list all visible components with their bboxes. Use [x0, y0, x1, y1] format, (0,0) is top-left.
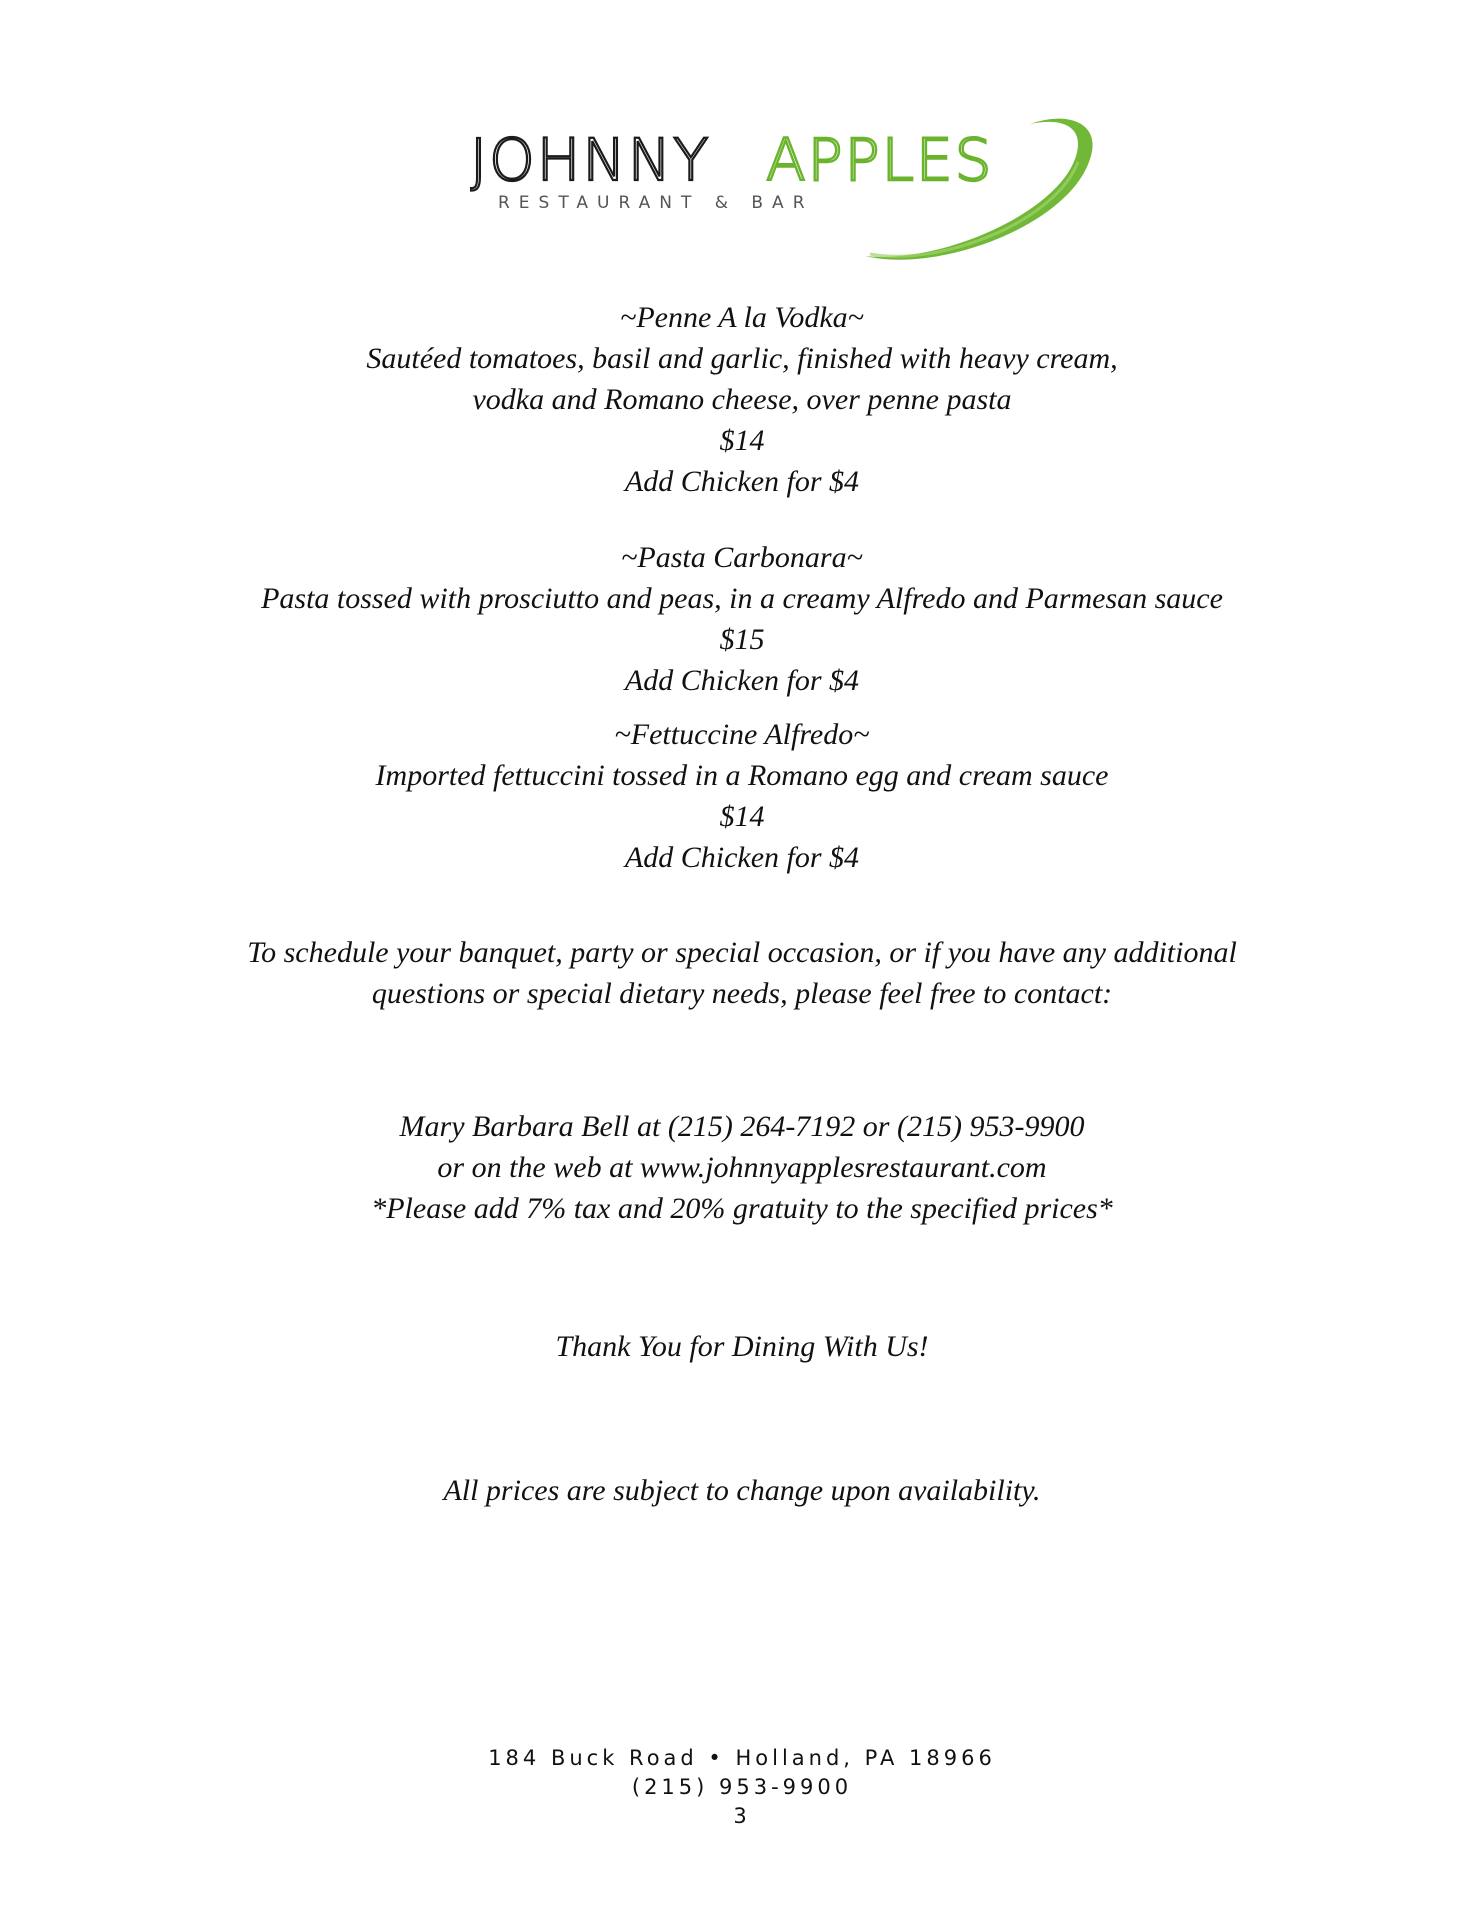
- page-footer: [0, 1744, 1484, 1831]
- restaurant-logo: [470, 104, 1120, 274]
- menu-item-description: Pasta tossed with prosciutto and peas, in a creamy Alfredo and Parmesan sauce: [261, 582, 1223, 615]
- thank-you-message: Thank You for Dining With Us!: [555, 1330, 929, 1363]
- footer-phone: (215) 953-9900: [631, 1775, 853, 1799]
- footer-address: 184 Buck Road • Holland, PA 18966: [488, 1746, 996, 1770]
- menu-item-description: Sautéed tomatoes, basil and garlic, finished with heavy cream,: [366, 342, 1118, 375]
- menu-item-title: ~Fettuccine Alfredo~: [614, 718, 870, 751]
- tax-note: *Please add 7% tax and 20% gratuity to the specified prices*: [371, 1192, 1113, 1225]
- menu-item-title: ~Pasta Carbonara~: [621, 541, 863, 574]
- menu-item: [0, 714, 1484, 878]
- contact-details: [0, 1106, 1484, 1229]
- menu-item-addon: Add Chicken for $4: [624, 664, 860, 697]
- menu-item-description: vodka and Romano cheese, over penne pasta: [472, 383, 1012, 416]
- price-disclaimer: All prices are subject to change upon availability.: [443, 1474, 1041, 1507]
- menu-item-addon: Add Chicken for $4: [624, 465, 860, 498]
- contact-intro-line: questions or special dietary needs, please feel free to contact:: [371, 977, 1113, 1010]
- menu-item-price: $15: [719, 623, 765, 656]
- logo-tagline: RESTAURANT & BAR: [498, 193, 814, 213]
- menu-item: [0, 297, 1484, 502]
- menu-item-description: Imported fettuccini tossed in a Romano egg and cream sauce: [375, 759, 1109, 792]
- page-number: 3: [733, 1804, 751, 1828]
- logo-name-part1: JOHNNY: [470, 126, 711, 194]
- menu-item-addon: Add Chicken for $4: [624, 841, 860, 874]
- menu-item-title: ~Penne A la Vodka~: [620, 301, 864, 334]
- menu-item-price: $14: [719, 424, 765, 457]
- contact-web: or on the web at www.johnnyapplesrestaurant.com: [437, 1151, 1047, 1184]
- contact-intro-line: To schedule your banquet, party or special occasion, or if you have any additional: [247, 936, 1237, 969]
- menu-item-price: $14: [719, 800, 765, 833]
- contact-intro: [0, 932, 1484, 1014]
- contact-person: Mary Barbara Bell at (215) 264-7192 or (215) 953-9900: [399, 1110, 1085, 1143]
- menu-item: [0, 537, 1484, 701]
- logo-name-part2: APPLES: [766, 126, 994, 194]
